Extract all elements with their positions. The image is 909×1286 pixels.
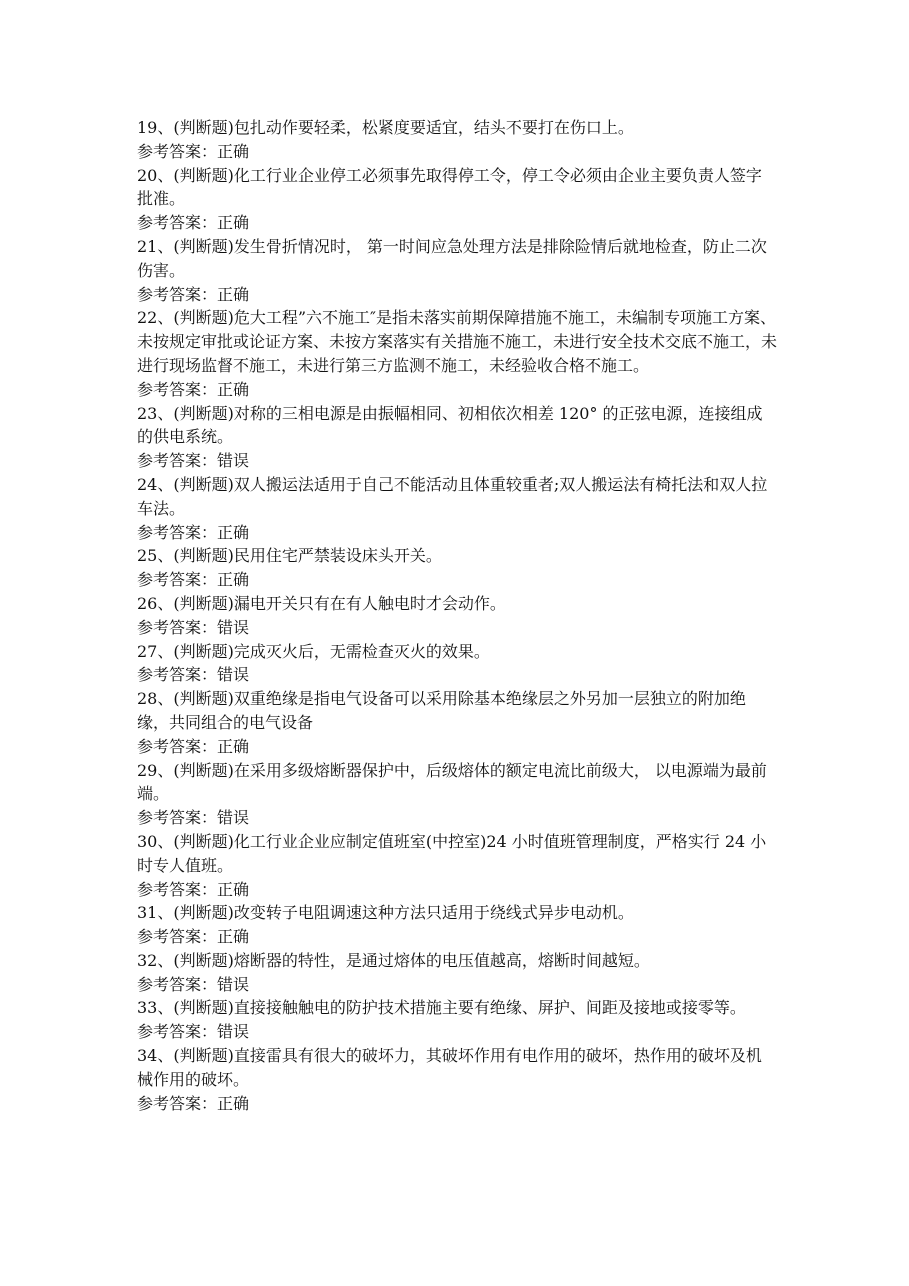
question-text: 30、(判断题)化工行业企业应制定值班室(中控室)24 小时值班管理制度，严格实行 24 小时专人值班。 (137, 831, 767, 875)
answer-label: 参考答案： (137, 284, 218, 304)
question-text: 21、(判断题)发生骨折情况时， 第一时间应急处理方法是排除险情后就地检查，防止二次伤害。 (137, 236, 767, 280)
answer-label: 参考答案： (137, 1022, 218, 1042)
question-block (137, 116, 777, 164)
question-block (137, 402, 777, 473)
answer-line (137, 568, 777, 592)
answer-value: 错误 (217, 665, 250, 685)
question-text: 19、(判断题)包扎动作要轻柔，松紧度要适宜，结头不要打在伤口上。 (137, 118, 634, 137)
answer-value: 正确 (217, 522, 250, 542)
answer-line (137, 283, 777, 307)
question-block (137, 996, 777, 1044)
answer-value: 错误 (217, 617, 250, 637)
answer-line (137, 616, 777, 640)
answer-line (137, 449, 777, 473)
answer-line (137, 140, 777, 164)
answer-value: 正确 (217, 284, 250, 304)
answer-label: 参考答案： (137, 927, 218, 947)
question-block (137, 544, 777, 592)
answer-value: 正确 (217, 879, 250, 899)
question-block (137, 164, 777, 235)
document-page (137, 116, 777, 1115)
answer-value: 正确 (217, 927, 250, 947)
question-text: 22、(判断题)危大工程”六不施工″是指未落实前期保障措施不施工，未编制专项施工方案、未按规定审批或论证方案、未按方案落实有关措施不施工，未进行安全技术交底不施工，未进行现场监督不施工，未进行第三方监测不施工，未经验收合格不施工。 (137, 308, 778, 375)
answer-value: 错误 (217, 974, 250, 994)
question-text: 23、(判断题)对称的三相电源是由振幅相同、初相依次相差 120° 的正弦电源，连接组成的供电系统。 (137, 403, 763, 447)
answer-value: 错误 (217, 808, 250, 828)
question-block (137, 306, 777, 401)
question-block (137, 687, 777, 758)
answer-line (137, 521, 777, 545)
question-block (137, 901, 777, 949)
answer-value: 正确 (217, 736, 250, 756)
question-text: 33、(判断题)直接接触触电的防护技术措施主要有绝缘、屏护、间距及接地或接零等。 (137, 998, 746, 1018)
answer-label: 参考答案： (137, 879, 218, 899)
question-block (137, 592, 777, 640)
answer-line (137, 378, 777, 402)
answer-label: 参考答案： (137, 617, 218, 637)
answer-value: 正确 (217, 379, 250, 399)
answer-line (137, 806, 777, 830)
answer-line (137, 973, 777, 997)
question-text: 32、(判断题)熔断器的特性，是通过熔体的电压值越高，熔断时间越短。 (137, 950, 650, 970)
answer-line (137, 1092, 777, 1116)
question-text: 24、(判断题)双人搬运法适用于自己不能活动且体重较重者;双人搬运法有椅托法和双人拉车法。 (137, 474, 768, 518)
question-text: 27、(判断题)完成灭火后，无需检查灭火的效果。 (137, 641, 490, 661)
question-block (137, 640, 777, 688)
answer-label: 参考答案： (137, 522, 218, 542)
question-text: 20、(判断题)化工行业企业停工必须事先取得停工令，停工令必须由企业主要负责人签字批准。 (137, 165, 762, 209)
question-block (137, 759, 777, 830)
answer-label: 参考答案： (137, 1093, 218, 1113)
question-text: 26、(判断题)漏电开关只有在有人触电时才会动作。 (137, 593, 506, 613)
answer-value: 错误 (217, 451, 250, 471)
answer-value: 正确 (217, 1093, 250, 1113)
answer-label: 参考答案： (137, 379, 218, 399)
question-block (137, 830, 777, 901)
question-text: 34、(判断题)直接雷具有很大的破坏力，其破坏作用有电作用的破坏，热作用的破坏及机械作用的破坏。 (137, 1046, 762, 1089)
answer-label: 参考答案： (137, 451, 218, 471)
question-text: 25、(判断题)民用住宅严禁装设床头开关。 (137, 546, 442, 566)
answer-line (137, 1020, 777, 1044)
answer-value: 正确 (217, 213, 250, 233)
question-block (137, 235, 777, 306)
question-text: 28、(判断题)双重绝缘是指电气设备可以采用除基本绝缘层之外另加一层独立的附加绝缘，共同组合的电气设备 (137, 689, 746, 732)
answer-label: 参考答案： (137, 665, 218, 685)
answer-label: 参考答案： (137, 808, 218, 828)
answer-label: 参考答案： (137, 213, 218, 233)
question-text: 29、(判断题)在采用多级熔断器保护中，后级熔体的额定电流比前级大， 以电源端为最前端。 (137, 760, 767, 804)
answer-line (137, 663, 777, 687)
answer-line (137, 925, 777, 949)
question-block (137, 949, 777, 997)
answer-label: 参考答案： (137, 141, 218, 161)
answer-line (137, 735, 777, 759)
answer-label: 参考答案： (137, 570, 218, 590)
answer-line (137, 211, 777, 235)
answer-label: 参考答案： (137, 974, 218, 994)
question-text: 31、(判断题)改变转子电阻调速这种方法只适用于绕线式异步电动机。 (137, 903, 634, 923)
question-block (137, 1044, 777, 1115)
answer-label: 参考答案： (137, 736, 218, 756)
answer-value: 正确 (217, 141, 250, 161)
answer-value: 正确 (217, 570, 250, 590)
question-block (137, 473, 777, 544)
answer-line (137, 878, 777, 902)
answer-value: 错误 (217, 1022, 250, 1042)
